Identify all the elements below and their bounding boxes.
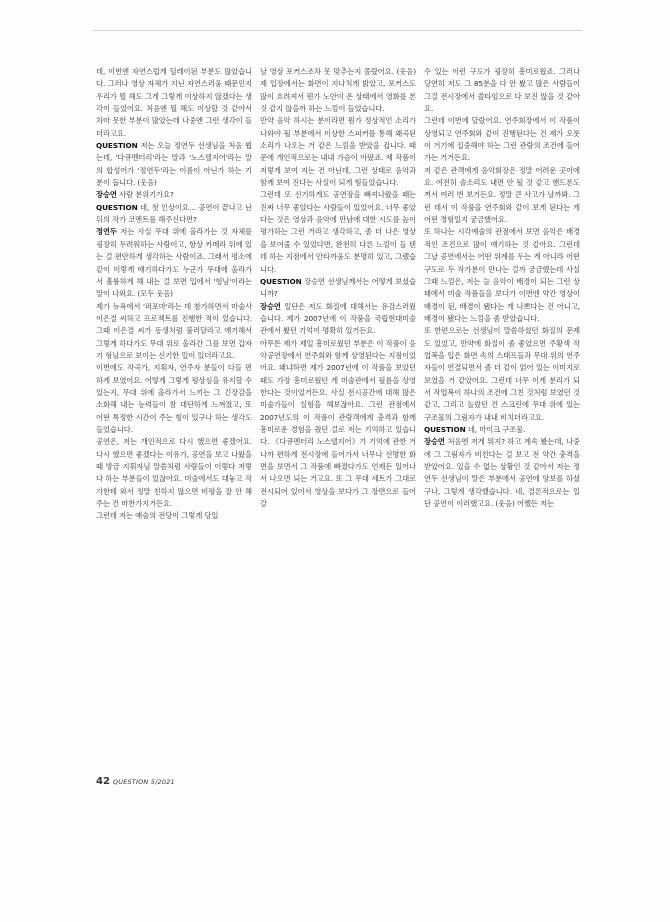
paragraph-text: 이번에도 작곡가, 지휘자, 연주자 분들이 다들 편하게 보였어요. 어떻게 그렇게 평상심을 유지할 수 있는지, 무대 위에 올라가서 느끼는 그 긴장감을 소화해 내는 능력들이 참 대단하게 느껴졌고, 또 어떤 특정한 시간이 주는 힘이 있구나 하는 생각도 들었습니다. <box>96 363 252 434</box>
paragraph <box>424 165 580 227</box>
text-column-2 <box>260 66 416 756</box>
paragraph <box>96 436 252 510</box>
paragraph <box>96 226 252 300</box>
page-footer <box>96 776 175 787</box>
magazine-issue: QUESTION 5/2021 <box>112 778 175 786</box>
paragraph <box>96 140 252 189</box>
paragraph <box>424 66 580 115</box>
paragraph-text: 공연은, 저는 개인적으로 다시 했으면 좋겠어요. 다시 했으면 좋겠다는 이유가, 공연을 보고 나왔을 때 방금 지휘자님 말씀처럼 사람들이 이렇다 저렇다 하는 부분들이 있잖아요. 미술에서도 대놓고 작가한테 와서 정말 친하지 않으면 비평을 잘 안 해주는 건 마찬가지거든요. <box>96 437 252 509</box>
paragraph <box>260 338 416 511</box>
speaker-label: QUESTION <box>424 424 466 434</box>
paragraph <box>96 189 252 201</box>
paragraph <box>96 202 252 227</box>
speaker-label: 장승연 <box>424 437 445 447</box>
paragraph <box>96 510 252 522</box>
paragraph-text: 그런데 저는 예술의 전당이 그렇게 당일 <box>96 511 219 521</box>
speaker-label: 장승연 <box>96 190 117 200</box>
paragraph <box>96 362 252 436</box>
paragraph <box>260 301 416 338</box>
speaker-label: QUESTION <box>96 202 138 212</box>
paragraph-text: 또 한편으로는 선생님이 말씀하셨던 화질의 문제도 있었고, 만약에 화질이 좀 좋았으면 주황색 작업복을 입은 화면 속의 스태프들과 무대 위의 연주자들이 연결되면서 좀 더 같이 얽어 있는 이미지로 보였을 거 같았어요. 그런데 너무 이게 분리가 되서 작업복이 하나의 조건에 그친 것처럼 보였던 것 같고, 그리고 놀랐던 건 스크린에 무대 위에 있는 구조물의 그림자가 내내 비치더라고요. <box>424 326 580 422</box>
speaker-label: QUESTION <box>96 141 138 151</box>
paragraph-text: 저는 오늘 정연두 선생님을 처음 뵙는데, '다큐멘터리'라는 말과 '노스탤지어'라는 말의 합성어가 '정연두'라는 이름이 아닌가 하는 기분이 듭니다. (웃음) <box>96 141 252 188</box>
paragraph-text: 만약 음악 하시는 분이라면 뭔가 정상적인 소리가 나와야 될 부분에서 이상한 스피커를 통해 왜곡된 소리가 나오는 거 같은 느낌을 받았을 겁니다. 때문에 개인적으로는 내내 가슴이 아팠죠. 제 작품이 저렇게 보여 지는 건 아닌데, 그런 상태로 음악과 함께 보여 진다는 사실이 되게 힘들었습니다. <box>260 116 416 188</box>
paragraph-text: 제가 뉴욕에서 '퍼포마'라는 데 참가하면서 마술사 이은결 씨하고 프로젝트를 진행한 적이 있습니다. 그때 이은결 씨가 동생처럼 불러달라고 얘기해서 그렇게 하다가도 무대 위로 올라간 그를 보면 갑자기 형님으로 보이는 신기한 일이 있더라고요. <box>96 301 252 360</box>
paragraph <box>260 189 416 275</box>
paragraph-text: 장승연 선생님께서는 어떻게 보셨습니까? <box>260 276 416 299</box>
page-number: 42 <box>96 776 110 787</box>
text-column-3 <box>424 66 580 756</box>
paragraph-text: 수 있는 이런 구도가 굉장히 흥미로웠죠. 그러나 당연히 저도 그 85분을 다 안 봤고 많은 사람들이 그걸 전시장에서 쓸타임으로 다 보진 않을 것 같아요. <box>424 67 580 114</box>
paragraph <box>260 66 416 115</box>
speaker-label: 정연두 <box>96 227 117 237</box>
paragraph <box>424 226 580 325</box>
paragraph-text: 아무튼 제가 제일 흥미로웠던 부분은 이 작품이 음악공연장에서 연주회와 함께 상영된다는 지점이었어요. 왜냐하면 제가 2007년에 이 작품을 보았던 때도 가장 흥미로웠던 게 미술관에서 필름을 상영한다는 것이었거든요. 사실 전시공간에 대해 많은 미술가들이 실험을 해보잖아요. 그런 관점에서 2007년도의 이 작품이 관람객에게 충격과 함께 흥미로운 경험을 줬던 걸로 저는 기억하고 있습니다. 《다큐멘터리 노스탤지어》가 기억에 관한 거나까 편하게 전시장에 들어가서 너무나 선명한 화면을 보면서 그 작품에 빠졌다가도 언제든 일어나서 나오면 되는 거고요. 또 그 무대 세트가 그대로 전시되어 있어서 영상을 보다가 그 장면으로 들어갈 <box>260 338 416 509</box>
paragraph-text: 또 하나는 시각예술의 관점에서 보면 음악은 배경적인 조건으로 많이 얘기하는 것 같아요. 그런데 그날 공연에서는 어떤 위계를 두는 게 아니라 어떤 구도로 두 작가분이 만나는 걸까 궁금했는데 사실 그때 느낌은, 저는 늘 음악이 배경이 되는 그런 상태에서 미술 작품들을 보다가 이번엔 약간 영상이 배경이 된, 배경이 됐다는 게 나쁘다는 건 아니고, 배경이 됐다는 느낌을 좀 받았습니다. <box>424 227 580 323</box>
paragraph <box>424 325 580 424</box>
text-column-1 <box>96 66 252 756</box>
paragraph <box>96 66 252 140</box>
paragraph-text: 사람 분위기가요? <box>119 190 174 200</box>
paragraph-text: 그런데 이번에 달랐어요. 연주회장에서 이 작품이 상영되고 연주회와 같이 진행된다는 건 제가 오롯이 거기에 집중해야 하는 그런 관람의 조건에 들어가는 거거든요. <box>424 116 580 163</box>
paragraph-text: 네, 첫 인상이요… 공연이 끝나고 난 뒤의 작가 코멘트를 해주신다면? <box>96 202 252 225</box>
speaker-label: 장승연 <box>260 301 281 311</box>
paragraph <box>424 115 580 164</box>
top-rule <box>92 30 582 31</box>
paragraph-text: 저 같은 관객에게 음악회장은 정말 어려운 곳이에요. 여전히 솔소리도 내면 안 될 것 같고 핸드폰도 꺼서 여러 번 보거든요. 정말 큰 사고가 날까봐. 그런 데서 이 작품을 연주회와 같이 보게 된다는 게 어떤 경험일지 궁금했어요. <box>424 165 580 225</box>
paragraph-text: 데, 이번엔 자연스럽게 딜레이된 부분도 많았습니다. 그러나 영상 자체가 지닌 자연스러움 때문인지 우리가 뭘 해도 그게 그렇게 이상하지 않겠다는 생각이 들었어요. 처음엔 뭘 해도 이상할 것 같아서 차마 못한 부분이 많았는데 나중엔 그런 생각이 들더라고요. <box>96 67 252 138</box>
paragraph <box>260 276 416 301</box>
paragraph-text: 그런데 또 신기하게도 공연장을 빠져나왔을 때는 진짜 너무 좋았다는 사람들이 있었어요. 너무 좋았다는 것은 영상과 음악에 만남에 대한 시도를 높이 평가하는 그런 거라고 생각하고, 좀 더 나은 영상을 보여줄 수 있었다면, 완전히 다른 느낌이 들 텐데 하는 지점에서 안타까움도 분명히 있고, 그랬습니다. <box>260 190 416 274</box>
paragraph-text: 저는 사실 무대 위에 올라가는 것 자체를 굉장히 두려워하는 사람이고, 항상 카메라 뒤에 있는 걸 편안하게 생각하는 사람이죠. 그래서 평소에 같이 이렇게 얘기하다가도 누군가 무대에 올라가서 훌륭하게 해 내는 걸 보면 입에서 '헝님'이라는 말이 나와요. (모두 웃음) <box>96 227 252 299</box>
paragraph-text: 처음엔 저게 뭐지? 하고 계속 봤는데, 나중에 그 그림자가 비친다는 걸 보고 전 약간 충격을 받았어요. 있을 수 없는 상황인 것 같아서 저는 정연두 선생님이 말은 부분에서 공연에 양보를 하셨구나, 그렇게 생각했습니다. 네, 결론적으로는 일단 공연이 이러했고요. (웃음) 어쨌든 저는 <box>424 437 580 509</box>
paragraph-text: 네, 마이크 구조물. <box>467 424 526 434</box>
speaker-label: QUESTION <box>260 276 302 286</box>
text-columns <box>96 66 582 756</box>
paragraph <box>260 115 416 189</box>
paragraph-text: 날 영상 포커스조차 못 맞추는지 몰랐어요. (웃음) 제 입장에서는 화면이 지나치게 밝았고, 포커스도 많이 흐려져서 뭔가 노안이 온 상태에서 영화를 본 것 같지 않을까 하는 느낌이 들었습니다. <box>260 67 416 114</box>
paragraph-text: 일단은 저도 화질에 대해서는 유감스러웠습니다. 제가 2007년에 이 작품을 국립현대미술관에서 봤던 기억이 명확히 있거든요. <box>260 301 416 336</box>
paragraph <box>96 301 252 363</box>
paragraph <box>424 424 580 436</box>
paragraph <box>424 436 580 510</box>
